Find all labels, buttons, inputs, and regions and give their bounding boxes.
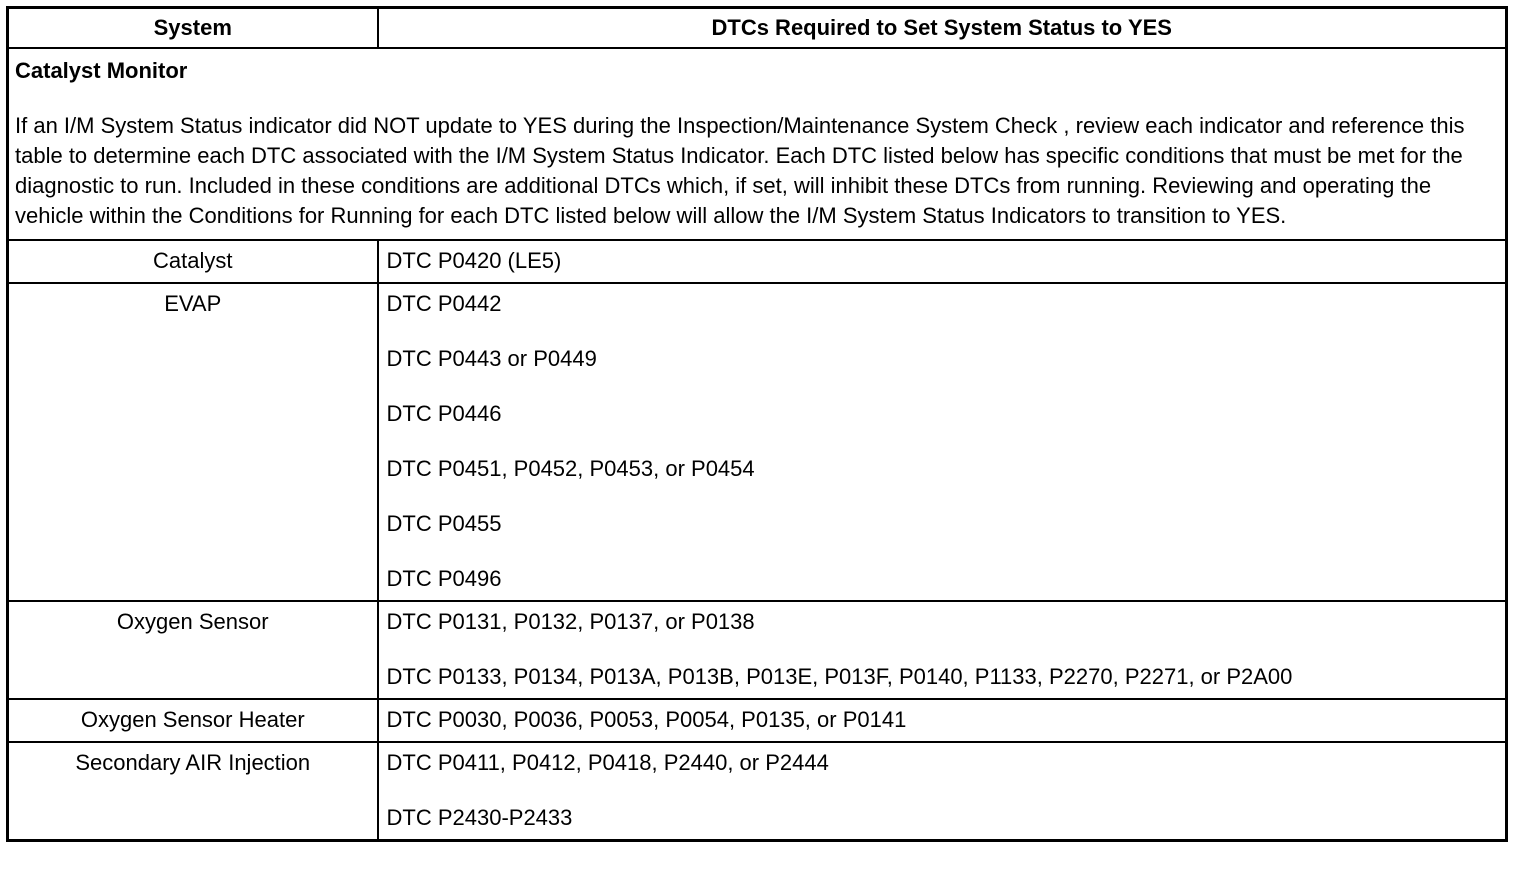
table-row xyxy=(8,601,1507,699)
system-cell: Catalyst xyxy=(8,240,378,283)
dtc-cell xyxy=(378,601,1507,699)
intro-cell xyxy=(8,48,1507,240)
dtc-line: DTC P0496 xyxy=(386,566,502,591)
dtc-line: DTC P2430-P2433 xyxy=(386,805,573,830)
intro-title: Catalyst Monitor xyxy=(15,58,188,83)
dtc-line: DTC P0030, P0036, P0053, P0054, P0135, or P0141 xyxy=(386,707,907,732)
dtc-line: DTC P0131, P0132, P0137, or P0138 xyxy=(386,609,755,634)
system-cell: Oxygen Sensor xyxy=(8,601,378,699)
dtcs-column-header: DTCs Required to Set System Status to YES xyxy=(378,8,1507,49)
dtc-line: DTC P0411, P0412, P0418, P2440, or P2444 xyxy=(386,750,829,775)
table-row xyxy=(8,283,1507,601)
system-column-header: System xyxy=(8,8,378,49)
table-row xyxy=(8,742,1507,841)
dtc-cell xyxy=(378,742,1507,841)
intro-body: If an I/M System Status indicator did NOT update to YES during the Inspection/Maintenance System Check , review each indicator and reference this table to determine each DTC associated with the I/M System Status Indicator. Each DTC listed below has specific conditions that must be met for the diagnostic to run. Included in these conditions are additional DTCs which, if set, will inhibit these DTCs from running. Reviewing and operating the vehicle within the Conditions for Running for each DTC listed below will allow the I/M System Status Indicators to transition to YES. xyxy=(15,113,1465,228)
dtc-line: DTC P0446 xyxy=(386,401,502,426)
dtc-line: DTC P0420 (LE5) xyxy=(386,248,562,273)
dtc-line: DTC P0451, P0452, P0453, or P0454 xyxy=(386,456,755,481)
dtc-cell xyxy=(378,240,1507,283)
table-row xyxy=(8,240,1507,283)
system-cell: EVAP xyxy=(8,283,378,601)
table-row xyxy=(8,699,1507,742)
dtc-cell xyxy=(378,283,1507,601)
dtc-line: DTC P0455 xyxy=(386,511,502,536)
dtc-line: DTC P0442 xyxy=(386,291,502,316)
header-row xyxy=(8,8,1507,49)
dtc-cell xyxy=(378,699,1507,742)
dtc-line: DTC P0443 or P0449 xyxy=(386,346,597,371)
dtc-requirements-table xyxy=(6,6,1508,842)
system-cell: Secondary AIR Injection xyxy=(8,742,378,841)
intro-row xyxy=(8,48,1507,240)
system-cell: Oxygen Sensor Heater xyxy=(8,699,378,742)
dtc-line: DTC P0133, P0134, P013A, P013B, P013E, P013F, P0140, P1133, P2270, P2271, or P2A00 xyxy=(386,664,1293,689)
